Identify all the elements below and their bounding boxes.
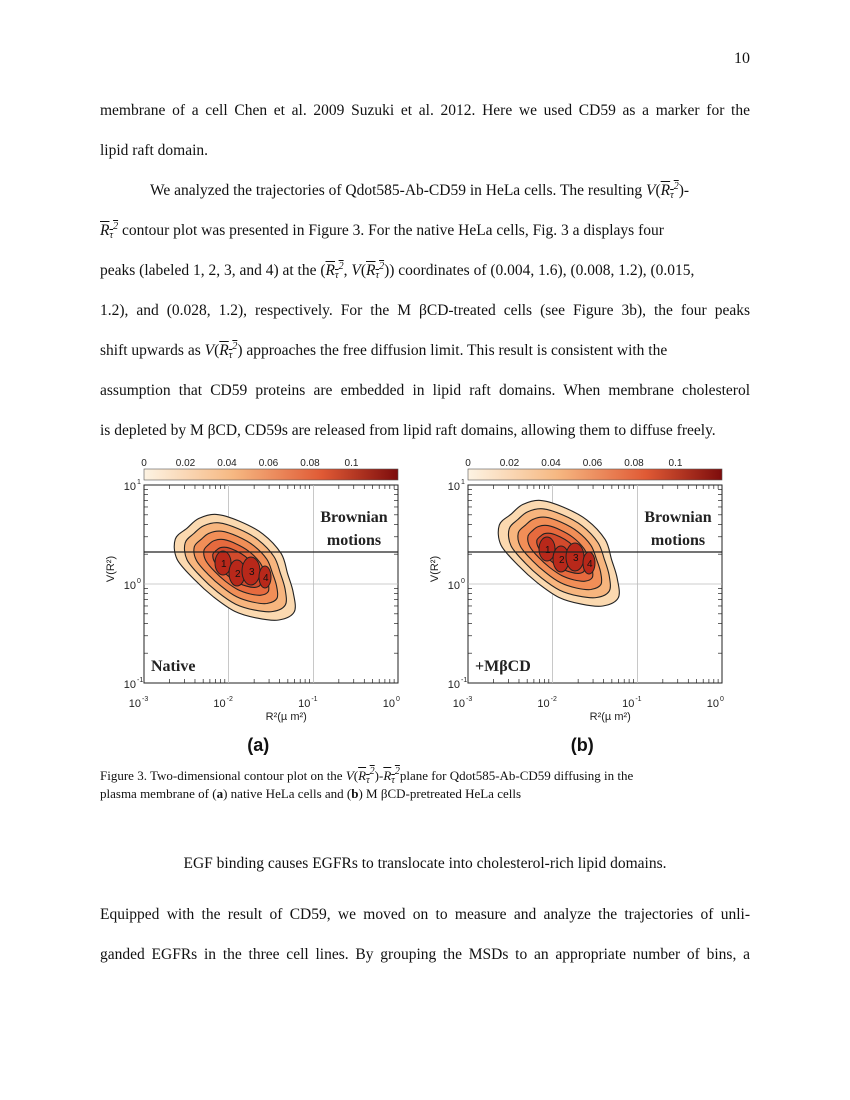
paragraph-line [100,211,750,251]
caption-line-1: Figure 3. Two-dimensional contour plot on the $V(R_\tau^2)-R_\tau^2plane$ for Qdot585-Ab-CD59 diffusing in the [100,766,634,786]
math-inline: $R_\tau^2$ [358,766,375,786]
colorbar-tick-label: 0.04 [541,458,561,469]
section-heading: EGF binding causes EGFRs to translocate into cholesterol-rich lipid domains. [183,855,667,872]
colorbar-tick-label: 0.1 [668,458,683,469]
colorbar-tick-label: 0.08 [300,458,320,469]
x-tick-label: 10 [298,698,311,710]
paragraph-line: We analyzed the trajectories of Qdot585-Ab-CD59 in HeLa cells. The resulting $V(R_\tau^2)-$ [150,181,690,201]
panel-b [429,458,724,755]
paragraph-1 [100,91,750,171]
peak-label: 2 [235,569,241,580]
text-span: approaches the free diffusion limit. This result is consistent with the [242,342,668,359]
colorbar-tick-label: 0 [141,458,147,469]
x-tick-label: 10 [213,698,226,710]
x-tick-label: 10 [128,698,141,710]
y-tick-label: 10 [447,679,460,691]
colorbar-tick-label: 0.08 [624,458,644,469]
text-span: contour plot was presented in Figure 3. For the native HeLa cells, Fig. 3 a displays four [118,222,664,239]
y-tick-exponent: -1 [137,677,144,684]
x-tick-exponent: -3 [466,696,473,703]
paragraph-line: shift upwards as $V(R_\tau^2)$ approaches the free diffusion limit. This result is consistent with the [100,341,668,361]
text-span: ) M βCD-pretreated HeLa cells [358,786,522,801]
peak-label: 3 [249,567,255,578]
y-tick-label: 10 [447,580,460,592]
y-tick-exponent: 1 [137,479,141,486]
math-inline: V [345,768,354,783]
text-span: shift upwards as [100,342,205,359]
region-label: Brownian [644,509,712,526]
condition-label: +MβCD [475,658,531,675]
caption-line-2 [100,785,750,803]
text-span: ) native HeLa cells and ( [223,786,352,801]
figure-3 [100,455,750,765]
x-tick-label: 10 [706,698,719,710]
bold-letter: a [216,786,224,801]
math-inline: $R_\tau^2$ [219,341,238,361]
peak-label: 3 [573,553,579,564]
peak-label: 4 [263,573,269,584]
region-label: motions [326,532,382,549]
colorbar [144,469,398,480]
y-tick-exponent: 0 [137,578,141,585]
region-label: motions [650,532,706,549]
colorbar-tick-label: 0.1 [344,458,359,469]
x-tick-exponent: -2 [226,696,233,703]
x-tick-exponent: -2 [550,696,557,703]
peak-label: 2 [559,555,565,566]
y-tick-label: 10 [447,481,460,493]
x-tick-exponent: 0 [720,696,724,703]
colorbar [468,469,722,480]
paragraph-line: ganded EGFRs in the three cell lines. By grouping the MSDs to an appropriate number of bins, a [100,946,750,963]
colorbar-tick-label: 0.02 [499,458,520,469]
y-tick-label: 10 [123,481,136,493]
paragraph-line: peaks (labeled 1, 2, 3, and 4) at the ($R_\tau^2$, $V(R_\tau^2)$) coordinates of (0.004, 1.6), (0.008, 1.2), (0.015, [100,261,695,281]
paragraph-line: assumption that CD59 proteins are embedded in lipid raft domains. When membrane cholesterol [100,382,750,399]
colorbar-tick-label: 0.02 [175,458,196,469]
peak-label: 4 [587,559,593,570]
y-axis-label: V(R²) [105,555,117,583]
x-tick-label: 10 [382,698,395,710]
panel-letter: (b) [570,735,594,755]
colorbar-tick-label: 0.06 [258,458,279,469]
x-tick-exponent: -3 [142,696,149,703]
x-tick-label: 10 [537,698,550,710]
paragraph-line: membrane of a cell Chen et al. 2009 Suzuki et al. 2012. Here we used CD59 as a marker for the [100,102,750,119]
y-axis-label: V(R²) [429,555,441,583]
text-span: We analyzed the trajectories of Qdot585-Ab-CD59 in HeLa cells. The resulting [150,182,647,199]
figure-caption [100,767,750,803]
text-span: peaks (labeled 1, 2, 3, and 4) at the [100,262,321,279]
paragraph-line: 1.2), and (0.028, 1.2), respectively. For the M βCD-treated cells (see Figure 3b), the four peaks [100,302,750,319]
x-axis-label: R²(µ m²) [265,711,307,723]
paragraph-2 [100,171,750,451]
x-tick-exponent: -1 [635,696,642,703]
math-inline: V [204,342,215,359]
paragraph-3 [100,895,750,975]
colorbar-tick-label: 0.06 [582,458,603,469]
caption-suffix: plane for Qdot585-Ab-CD59 diffusing in the [399,768,634,783]
y-tick-exponent: 0 [461,578,465,585]
peak-label: 1 [545,545,551,556]
x-tick-label: 10 [622,698,635,710]
y-tick-exponent: 1 [461,479,465,486]
math-inline: $R_\tau^2$ [366,261,385,281]
caption-prefix: Figure 3. Two-dimensional contour plot on the [100,768,346,783]
panel-letter: (a) [247,735,270,755]
x-tick-exponent: 0 [396,696,400,703]
y-tick-label: 10 [123,580,136,592]
x-tick-label: 10 [452,698,465,710]
condition-label: Native [151,658,196,675]
y-tick-label: 10 [123,679,136,691]
paragraph-line: Equipped with the result of CD59, we moved on to measure and analyze the trajectories of unli- [100,906,750,923]
peak-label: 1 [221,559,227,570]
page-number: 10 [734,50,750,67]
region-label: Brownian [320,509,388,526]
colorbar-tick-label: 0.04 [217,458,237,469]
math-inline: $R_\tau^2$ [383,766,400,786]
math-inline: $R_\tau^2$ [100,221,119,241]
math-inline: $R_\tau^2$ [325,261,344,281]
math-inline: V [646,182,656,199]
text-span: coordinates of (0.004, 1.6), (0.008, 1.2), (0.015, [394,262,695,279]
figure-svg [100,455,750,765]
math-inline: V [351,262,361,279]
panel-a [105,458,400,755]
math-inline: $R_\tau^2$ [660,181,679,201]
x-axis-label: R²(µ m²) [589,711,631,723]
paragraph-line: is depleted by M βCD, CD59s are released from lipid raft domains, allowing them to diffuse freely. [100,422,716,439]
paragraph-line: lipid raft domain. [100,142,209,159]
colorbar-tick-label: 0 [465,458,471,469]
x-tick-exponent: -1 [311,696,318,703]
y-tick-exponent: -1 [461,677,468,684]
text-span: plasma membrane of ( [100,786,217,801]
bold-letter: b [351,786,359,801]
